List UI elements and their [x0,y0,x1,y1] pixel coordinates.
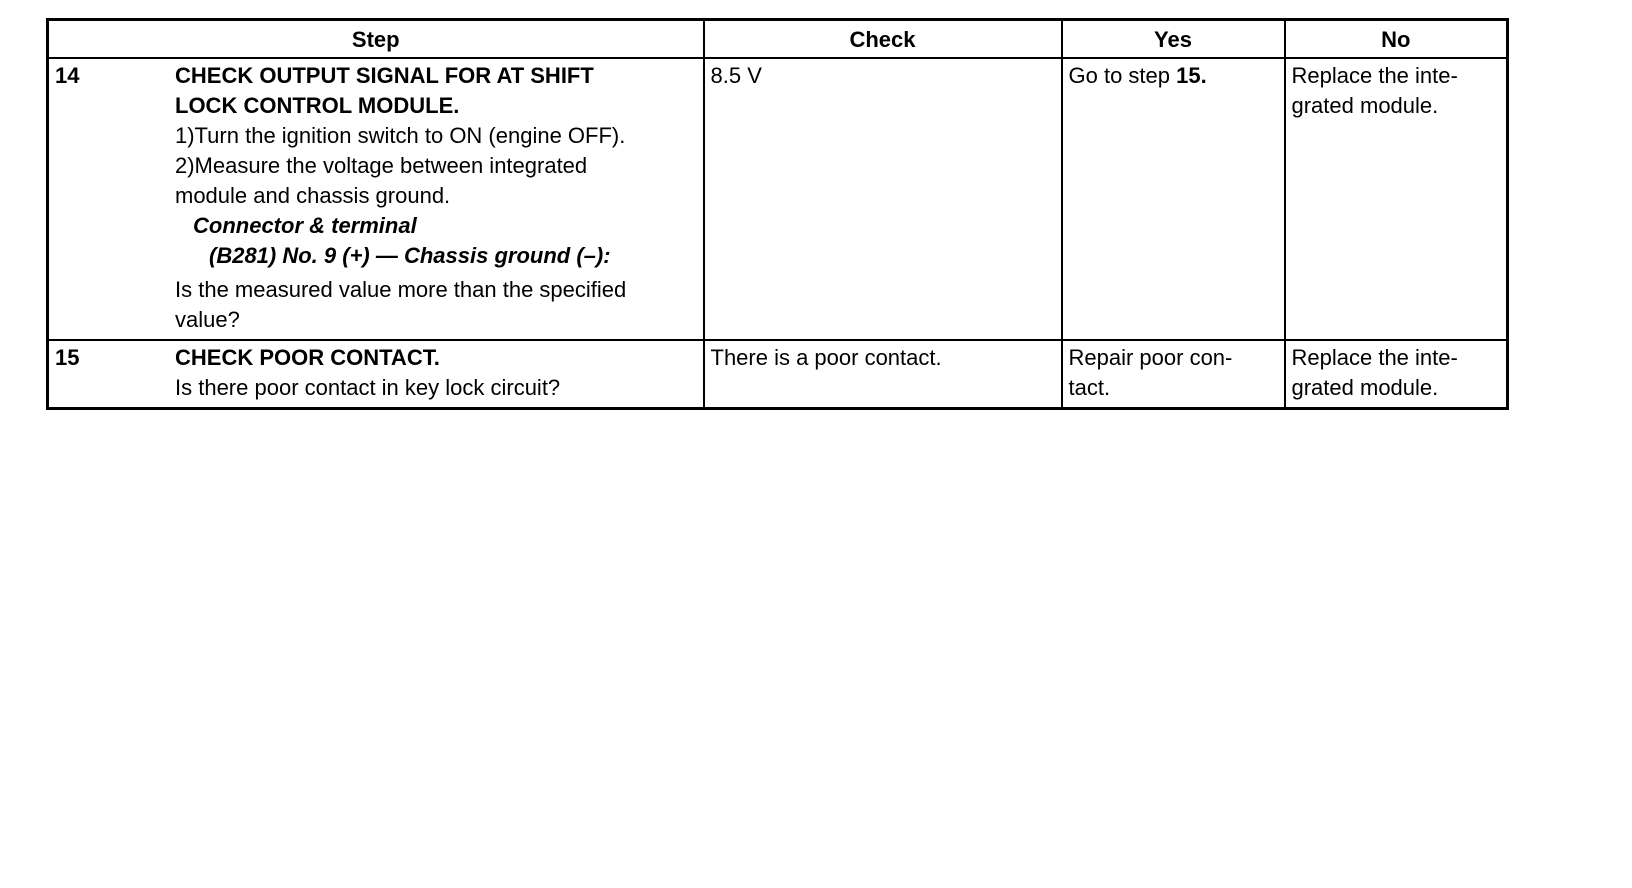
question: Is there poor contact in key lock circuit? [175,375,561,400]
diagnostic-table [46,18,1509,410]
no-cell [1285,340,1508,409]
header-check: Check [704,20,1062,59]
check-cell: There is a poor contact. [704,340,1062,409]
check-cell: 8.5 V [704,58,1062,340]
no-text-cont: grated module. [1291,375,1439,400]
connector-value: (B281) No. 9 (+) — Chassis ground (–): [209,243,611,268]
step-title: CHECK POOR CONTACT. [175,345,440,370]
step-title-cont: LOCK CONTROL MODULE. [175,93,460,118]
yes-cell [1062,58,1285,340]
step-cell [48,58,704,340]
yes-text: Repair poor con- [1068,345,1233,370]
header-no: No [1285,20,1508,59]
connector-label: Connector & terminal [193,213,417,238]
table-header-row [48,20,1508,59]
yes-cell [1062,340,1285,409]
table-row [48,58,1508,340]
no-text: Replace the inte- [1291,63,1458,88]
table-row [48,340,1508,409]
no-text: Replace the inte- [1291,345,1458,370]
step-cell [48,340,704,409]
yes-prefix: Go to step [1068,63,1177,88]
step-body [171,341,703,407]
yes-text-cont: tact. [1068,375,1111,400]
step-number: 15 [55,345,80,370]
no-text-cont: grated module. [1291,93,1439,118]
header-step: Step [48,20,704,59]
yes-step-ref: 15. [1176,63,1207,88]
instruction-2: 2)Measure the voltage between integrated [175,153,588,178]
question: Is the measured value more than the specified [175,277,627,302]
no-cell [1285,58,1508,340]
step-body [171,59,703,339]
header-yes: Yes [1062,20,1285,59]
step-title: CHECK OUTPUT SIGNAL FOR AT SHIFT [175,63,594,88]
instruction-1: 1)Turn the ignition switch to ON (engine OFF). [175,123,626,148]
instruction-2-cont: module and chassis ground. [175,183,451,208]
step-number: 14 [55,63,80,88]
question-cont: value? [175,307,240,332]
